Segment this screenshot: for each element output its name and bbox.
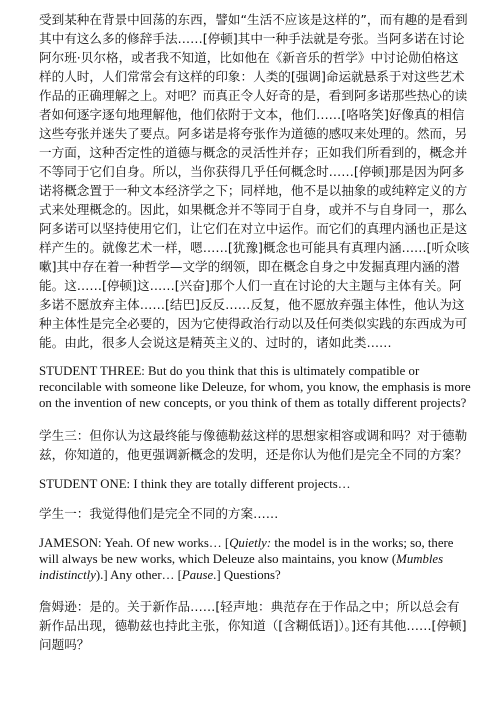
student-three-question-en: STUDENT THREE: But do you think that this is ultimately compatible or reconcilable with someone like Deleuze, for whom, you know, the emphasis is more on the invention of new concepts, or you think of them as totally different projects? bbox=[39, 364, 471, 411]
jameson-text-e: ).] Any other… [ bbox=[95, 568, 182, 583]
jameson-text-c: the model is in the works; so, there will always be new works, which Deleuze also maintains, you know ( bbox=[39, 535, 454, 567]
student-one-answer-zh: 学生一：我觉得他们是完全不同的方案…… bbox=[39, 505, 279, 521]
jameson-text-a: JAMESON: Yeah. Of new works… [ bbox=[39, 535, 230, 550]
student-one-answer-en: STUDENT ONE: I think they are totally different projects… bbox=[39, 476, 351, 491]
body-paragraph-zh: 受到某种在背景中回荡的东西，譬如“生活不应该是这样的”，而有趣的是看到其中有这么多的修辞手法……[停顿]其中一种手法就是夸张。当阿多诺在讨论阿尔班·贝尔格，或者我不知道，比如他在《新音乐的哲学》中讨论勋伯格这样的人时，人们常常会有这样的印象：人类的[强调]命运就悬系于对这些艺术作品的正确理解之上。对吧？而真正令人好奇的是，看到阿多诺那些热心的读者如何逐字逐句地理解他，他们依附于文本，他们……[咯咯笑]好像真的相信这些夸张并迷失了要点。阿多诺是将夸张作为道德的感叹来处理的。然而，另一方面，这种否定性的道德与概念的灵活性并存；正如我们所看到的，概念并不等同于它们自身。所以，当你获得几乎任何概念时……[停顿]那是因为阿多诺将概念置于一种文本经济学之下；同样地，他不是以抽象的或纯粹定义的方式来处理概念的。因此，如果概念并不等同于自身，或并不与自身同一，那么阿多诺可以坚持使用它们，让它们在对立中运作。而它们的真理内涵也正是这样产生的。就像艺术一样，嗯……[犹豫]概念也可能具有真理内涵……[听众咳嗽]其中存在着一种哲学—文学的纲领，即在概念自身之中发掘真理内涵的潜能。这……[停顿]这……[兴奋]那个人们一直在讨论的大主题与主体有关。阿多诺不愿放弃主体……[结巴]反反……反复，他不愿放弃强主体性，他认为这种主体性是完全必要的，因为它使得政治行动以及任何类似实践的东西成为可能。由此，很多人会说这是精英主义的、过时的，诸如此类…… bbox=[39, 12, 470, 350]
jameson-text-quietly: Quietly: bbox=[229, 535, 272, 550]
jameson-text-g: .] Questions? bbox=[213, 568, 281, 583]
document-page bbox=[39, 10, 471, 654]
jameson-text-mumbles: Mumbles indistinctly bbox=[39, 552, 444, 583]
student-three-question-zh: 学生三：但你认为这最终能与像德勒兹这样的思想家相容或调和吗？对于德勒兹，你知道的，他更强调新概念的发明，还是你认为他们是完全不同的方案？ bbox=[39, 427, 468, 462]
jameson-text-pause: Pause bbox=[181, 568, 214, 583]
jameson-answer-en bbox=[39, 535, 471, 584]
jameson-answer-zh: 詹姆逊：是的。关于新作品……[轻声地：典范存在于作品之中；所以总会有新作品出现，德勒兹也持此主张，你知道（[含糊低语]）。]还有其他……[停顿]问题吗？ bbox=[39, 599, 467, 653]
